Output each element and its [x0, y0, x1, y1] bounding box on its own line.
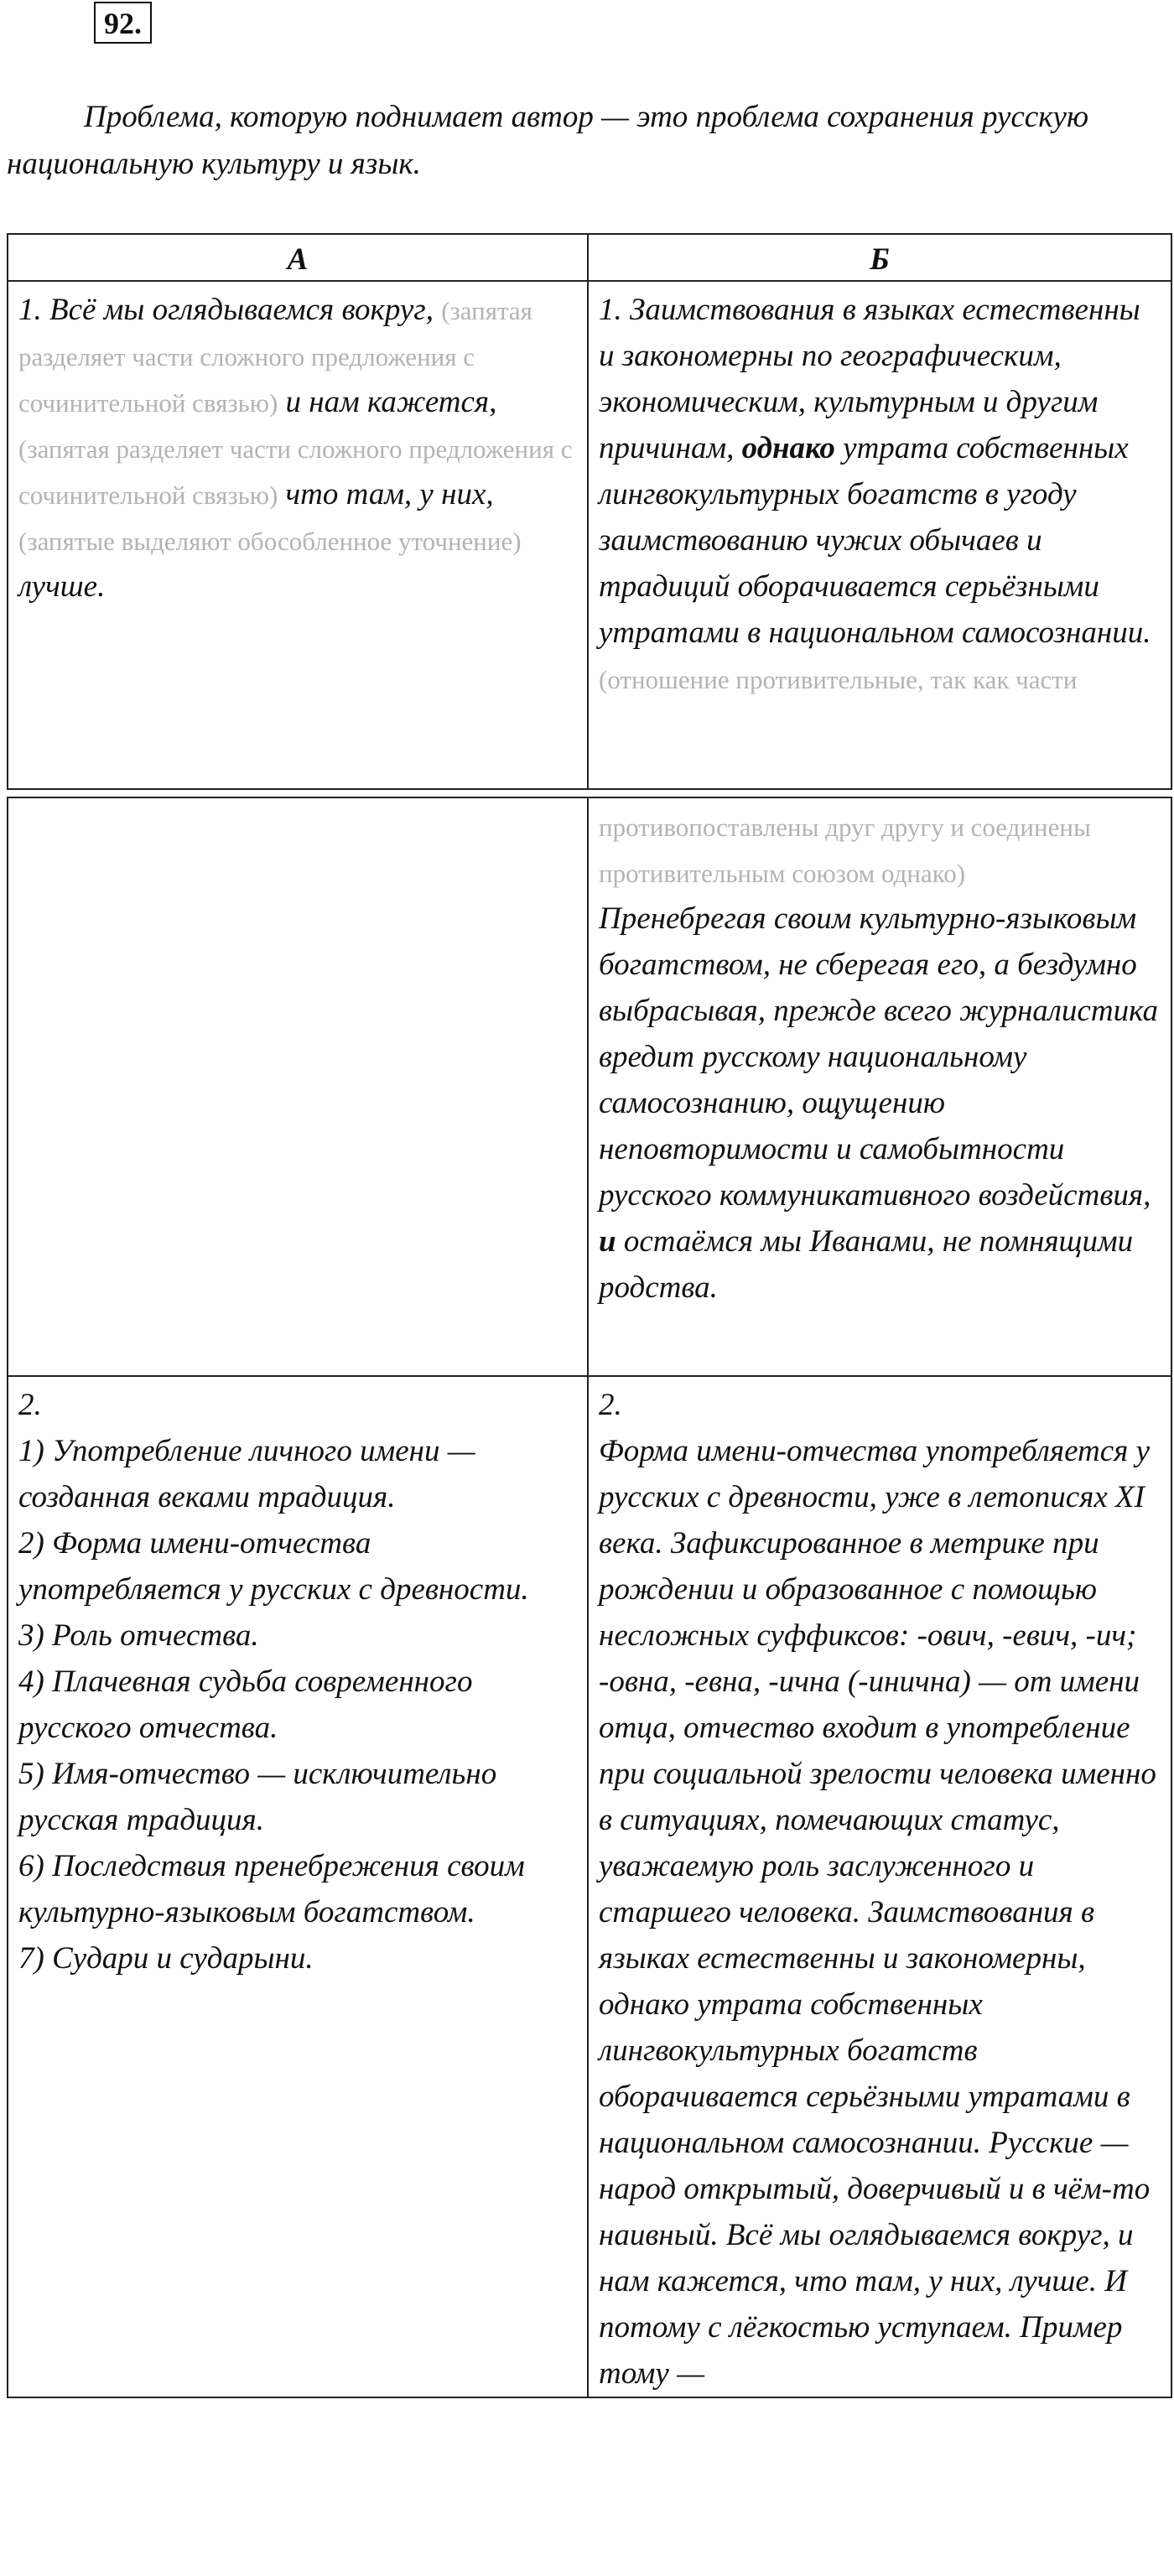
a2-plan-item: 5) Имя-отчество — исключительно русская традиция.	[18, 1757, 497, 1837]
a1-comment-1: (запятая разделяет части сложного предложения с сочинительной связью)	[18, 296, 532, 418]
a1-text-2: и нам кажется,	[285, 385, 497, 419]
a2-plan-item: 6) Последствия пренебрежения своим культурно-языковым богатством.	[18, 1849, 525, 1929]
a1-text-1: 1. Всё мы оглядываемся вокруг,	[18, 293, 434, 327]
b1-text-2: утрата собственных лингвокультурных богатств в угоду заимствованию чужих обычаев и традиций оборачивается серьёзными утратами в национальном самосознании.	[599, 431, 1151, 650]
exercise-number: 92.	[94, 2, 152, 44]
a2-plan-item: 3) Роль отчества.	[18, 1618, 259, 1653]
b2-number: 2.	[599, 1388, 622, 1422]
a1-comment-2: (запятая разделяет части сложного предложения с сочинительной связью)	[18, 434, 573, 510]
a1-text-4: лучше.	[18, 569, 106, 604]
b1-bold-and: и	[599, 1224, 616, 1259]
cell-a-continued-empty	[8, 797, 588, 1376]
a1-comment-3: (запятые выделяют обособленное уточнение)	[18, 527, 522, 556]
table-part-2	[7, 797, 1172, 2398]
a2-plan-item: 1) Употребление личного имени — созданная веками традиция.	[18, 1434, 475, 1514]
b1-comment-2: противопоставлены друг другу и соединены противительным союзом однако)	[599, 813, 1091, 888]
b1-text-1: 1. Заимствования в языках естественны и закономерны по географическим, экономическим, культурным и другим причинам,	[599, 293, 1140, 465]
a2-plan-item: 7) Судари и сударыни.	[18, 1941, 314, 1976]
column-header-b: Б	[588, 234, 1171, 281]
b1-text-3-main: Пренебрегая своим культурно-языковым богатством, не сберегая его, а бездумно выбрасывая, прежде всего журналистика вредит русскому национальному самосознанию, ощущению неповторимости и самобытности русского коммуникативного воздействия,	[599, 901, 1158, 1213]
table-part-1	[7, 233, 1172, 790]
column-header-a: А	[8, 234, 588, 281]
b1-bold-conjunction: однако	[741, 431, 835, 465]
a2-number: 2.	[18, 1388, 42, 1422]
cell-b2	[588, 1376, 1171, 2397]
b1-text-3	[599, 896, 1161, 1311]
cell-a1	[8, 281, 588, 789]
a2-plan-item: 4) Плачевная судьба современного русского отчества.	[18, 1665, 473, 1745]
b1-comment-1: (отношение противительные, так как части	[599, 665, 1078, 694]
intro-paragraph: Проблема, которую поднимает автор — это проблема сохранения русскую национальную культуру и язык.	[7, 100, 1089, 181]
a2-plan-item: 2) Форма имени-отчества употребляется у русских с древности.	[18, 1526, 529, 1607]
cell-b1	[588, 281, 1171, 789]
b2-text: Форма имени-отчества употребляется у русских с древности, уже в летописях XI века. Зафиксированное в метрике при рождении и образованное с помощью несложных суффиксов: -ович, -евич, -ич; -овна, -евна, -ична (-инична) — от имени отца, отчество входит в употребление при социальной зрелости человека именно в ситуациях, помечающих статус, уважаемую роль заслуженного и старшего человека. Заимствования в языках естественны и закономерны, однако утрата собственных лингвокультурных богатств оборачивается серьёзными утратами в национальном самосознании. Русские — народ открытый, доверчивый и в чём-то наивный. Всё мы оглядываемся вокруг, и нам кажется, что там, у них, лучше. И потому с лёгкостью уступаем. Пример тому —	[599, 1434, 1156, 2391]
cell-b1-continued	[588, 797, 1171, 1376]
a1-text-3: что там, у них,	[285, 477, 494, 512]
cell-a2	[8, 1376, 588, 2397]
b1-text-4: остаёмся мы Иванами, не помнящими родства.	[599, 1224, 1134, 1305]
